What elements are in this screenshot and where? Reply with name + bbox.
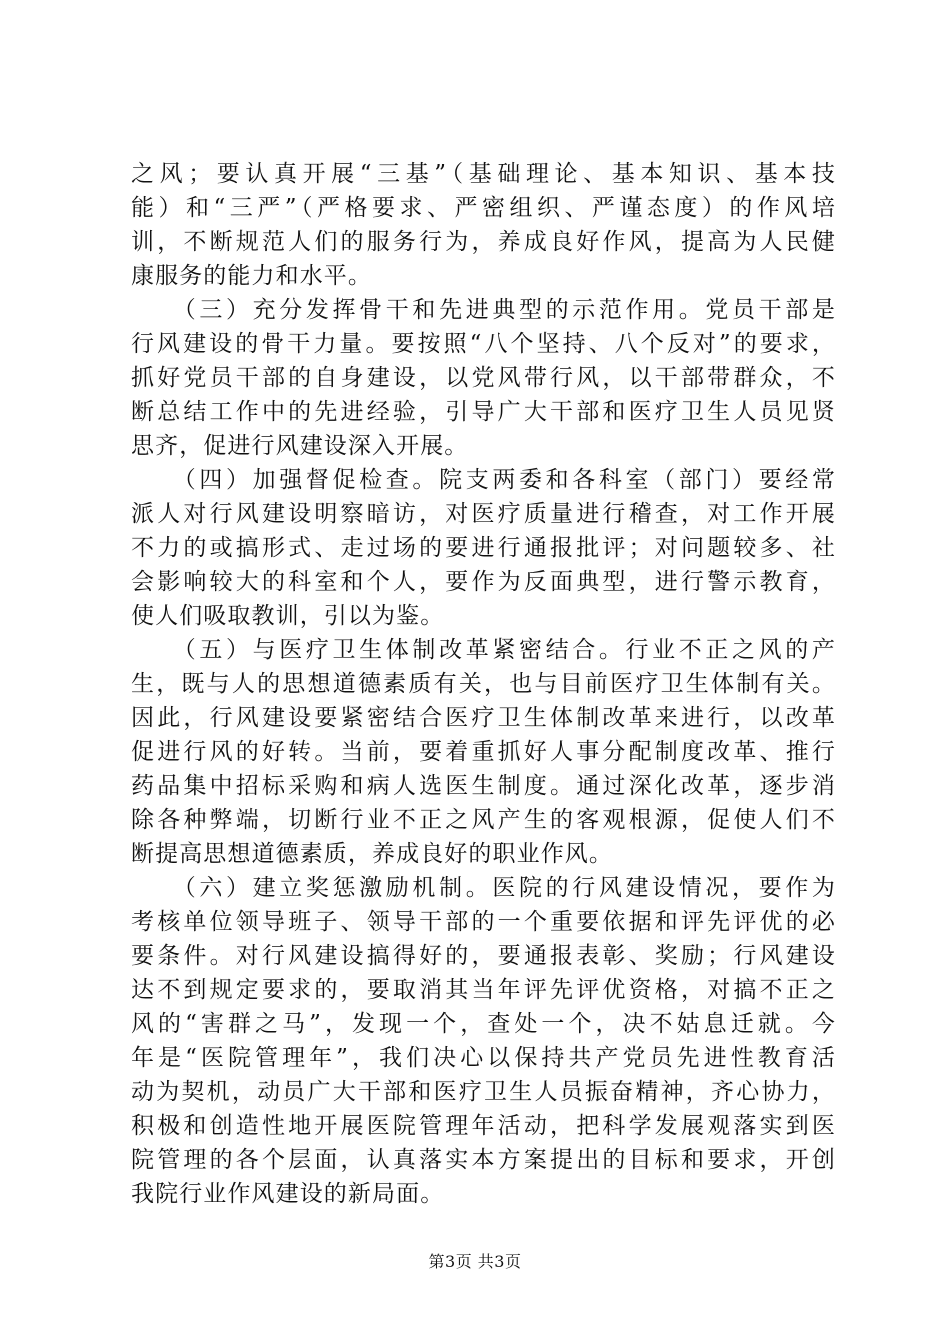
- text-line: 能）和“三严”（严格要求、严密组织、严谨态度）的作风培: [131, 195, 836, 221]
- text-line: 考核单位领导班子、领导干部的一个重要依据和评先评优的必: [131, 909, 836, 935]
- text-line: （四）加强督促检查。院支两委和各科室（部门）要经常: [131, 467, 836, 493]
- text-line: 会影响较大的科室和个人，要作为反面典型，进行警示教育，: [131, 569, 836, 595]
- text-line: 积极和创造性地开展医院管理年活动，把科学发展观落实到医: [131, 1113, 836, 1139]
- text-line: 达不到规定要求的，要取消其当年评先评优资格，对搞不正之: [131, 977, 836, 1003]
- text-line: 因此，行风建设要紧密结合医疗卫生体制改革来进行，以改革: [131, 705, 836, 731]
- text-line: 断提高思想道德素质，养成良好的职业作风。: [131, 841, 613, 867]
- text-line: 促进行风的好转。当前，要着重抓好人事分配制度改革、推行: [131, 739, 836, 765]
- text-line: 要条件。对行风建设搞得好的，要通报表彰、奖励；行风建设: [131, 943, 836, 969]
- text-line: （五）与医疗卫生体制改革紧密结合。行业不正之风的产: [131, 637, 836, 663]
- text-line: 风的“害群之马”，发现一个，查处一个，决不姑息迁就。今: [131, 1011, 836, 1037]
- text-line: 年是“医院管理年”，我们决心以保持共产党员先进性教育活: [131, 1045, 836, 1071]
- text-line: 药品集中招标采购和病人选医生制度。通过深化改革，逐步消: [131, 773, 836, 799]
- text-line: 抓好党员干部的自身建设，以党风带行风，以干部带群众，不: [131, 365, 836, 391]
- text-line: 派人对行风建设明察暗访，对医疗质量进行稽查，对工作开展: [131, 501, 836, 527]
- text-line: 断总结工作中的先进经验，引导广大干部和医疗卫生人员见贤: [131, 399, 836, 425]
- text-line: （六）建立奖惩激励机制。医院的行风建设情况，要作为: [131, 875, 836, 901]
- text-line: 动为契机，动员广大干部和医疗卫生人员振奋精神，齐心协力，: [131, 1079, 836, 1105]
- text-line: 我院行业作风建设的新局面。: [131, 1181, 445, 1207]
- text-line: 院管理的各个层面，认真落实本方案提出的目标和要求，开创: [131, 1147, 836, 1173]
- text-line: 康服务的能力和水平。: [131, 263, 372, 289]
- text-line: 生，既与人的思想道德素质有关，也与目前医疗卫生体制有关。: [131, 671, 836, 697]
- text-line: 思齐，促进行风建设深入开展。: [131, 433, 469, 459]
- text-line: 行风建设的骨干力量。要按照“八个坚持、八个反对”的要求，: [131, 331, 836, 357]
- page-footer: 第3页 共3页: [428, 1252, 522, 1271]
- text-line: 训，不断规范人们的服务行为，养成良好作风，提高为人民健: [131, 229, 836, 255]
- body-text: [131, 157, 836, 1211]
- text-line: （三）充分发挥骨干和先进典型的示范作用。党员干部是: [131, 297, 836, 323]
- text-line: 除各种弊端，切断行业不正之风产生的客观根源，促使人们不: [131, 807, 836, 833]
- text-line: 之风；要认真开展“三基”（基础理论、基本知识、基本技: [131, 161, 836, 187]
- text-line: 不力的或搞形式、走过场的要进行通报批评；对问题较多、社: [131, 535, 836, 561]
- text-line: 使人们吸取教训，引以为鉴。: [131, 603, 445, 629]
